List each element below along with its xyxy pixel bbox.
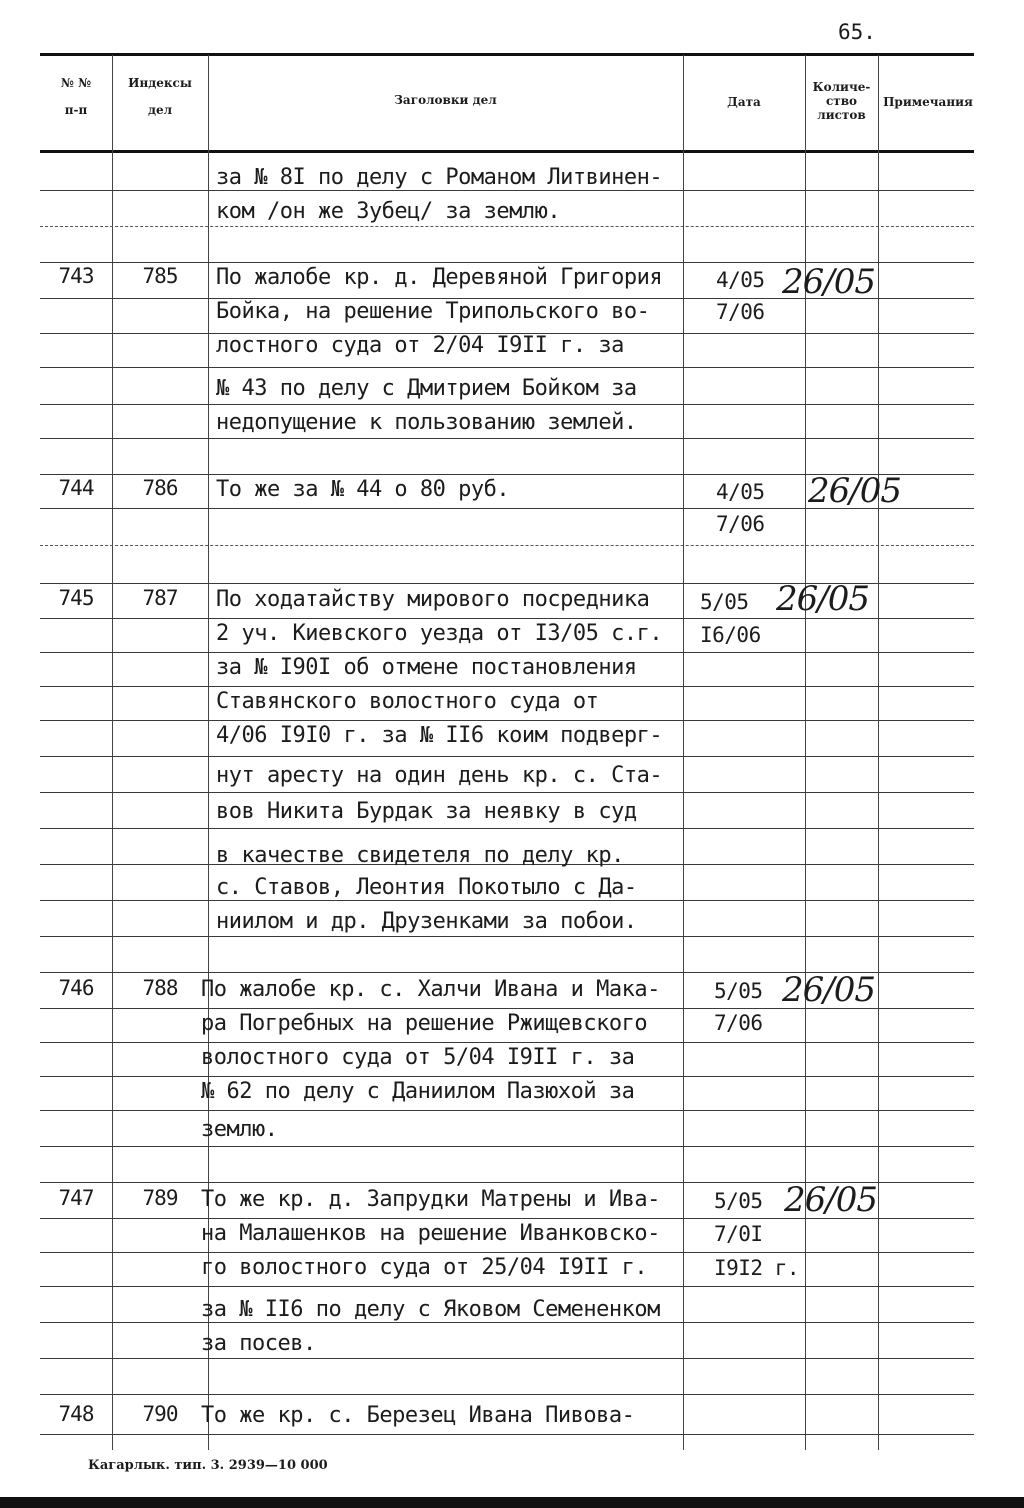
- header-title: Заголовки дел: [394, 93, 497, 107]
- entry-date: I9I2 г.: [714, 1256, 800, 1280]
- entry-index: 789: [142, 1186, 178, 1210]
- row-separator: [40, 1394, 974, 1395]
- entry-date: 7/06: [716, 512, 765, 536]
- header-sheets: [805, 80, 878, 122]
- entry-number: 743: [58, 264, 94, 288]
- title-line: По ходатайству мирового посредника: [216, 587, 650, 612]
- entry-index: 787: [142, 586, 178, 610]
- entry-number: 744: [58, 476, 94, 500]
- title-line: нут аресту на один день кр. с. Ста-: [216, 763, 663, 788]
- sheet-count-handwritten: 26/05: [776, 579, 869, 619]
- rule-line: [40, 1076, 974, 1077]
- entry-index: 790: [142, 1402, 178, 1426]
- header-num: [40, 76, 112, 118]
- rule-line: [40, 1146, 974, 1147]
- rule-line: [40, 1322, 974, 1323]
- title-line: То же кр. с. Березец Ивана Пивова-: [201, 1403, 635, 1428]
- sheet-count-handwritten: 26/05: [782, 262, 875, 302]
- scan-border: [0, 1497, 1024, 1508]
- title-line: Бойка, на решение Трипольского во-: [216, 299, 650, 324]
- title-line: с. Ставов, Леонтия Покотыло с Да-: [216, 875, 637, 900]
- header-sheets-line2: ство: [825, 94, 858, 108]
- entry-date: 7/06: [716, 300, 765, 324]
- entry-date: 4/05: [716, 480, 765, 504]
- entry-index: 786: [142, 476, 178, 500]
- title-line: № 43 по делу с Дмитрием Бойком за: [216, 376, 637, 401]
- entry-date: 5/05: [700, 590, 749, 614]
- sheet-count-handwritten: 26/05: [784, 1180, 877, 1220]
- title-line: По жалобе кр. д. Деревяной Григория: [216, 265, 663, 290]
- title-line: ра Погребных на решение Ржищевского: [201, 1011, 648, 1036]
- title-line: за № 8I по делу с Романом Литвинен-: [216, 165, 663, 190]
- title-line: го волостного суда от 25/04 I9II г.: [201, 1255, 648, 1280]
- rule-line: [40, 1286, 974, 1287]
- rule-line: [40, 404, 974, 405]
- table-top-rule: [40, 53, 974, 56]
- title-line: По жалобе кр. с. Халчи Ивана и Мака-: [201, 977, 660, 1002]
- rule-line: [40, 720, 974, 721]
- title-line: за посев.: [201, 1331, 316, 1356]
- entry-date: 5/05: [714, 979, 763, 1003]
- entry-number: 748: [58, 1402, 94, 1426]
- title-line: землю.: [201, 1117, 278, 1142]
- rule-line: [40, 756, 974, 757]
- header-date: Дата: [727, 95, 761, 109]
- rule-line: [40, 936, 974, 937]
- entry-date: 7/06: [714, 1011, 763, 1035]
- rule-line: [40, 900, 974, 901]
- entry-index: 785: [142, 264, 178, 288]
- rule-line: [40, 545, 974, 546]
- page-number: 65.: [838, 20, 876, 44]
- rule-line: [40, 226, 974, 227]
- rule-line: [40, 438, 974, 439]
- header-index-line2: дел: [147, 103, 173, 117]
- title-line: 4/06 I9I0 г. за № II6 коим подверг-: [216, 723, 663, 748]
- header-sheets-line3: листов: [817, 108, 866, 122]
- title-line: ниилом и др. Друзенками за побои.: [216, 909, 637, 934]
- rule-line: [40, 792, 974, 793]
- rule-line: [40, 1110, 974, 1111]
- entry-date: 4/05: [716, 268, 765, 292]
- title-line: на Малашенков на решение Иванковско-: [201, 1221, 660, 1246]
- title-line: вов Никита Бурдак за неявку в суд: [216, 799, 637, 824]
- entry-date: I6/06: [700, 623, 761, 647]
- title-line: недопущение к пользованию землей.: [216, 410, 637, 435]
- entry-number: 745: [58, 586, 94, 610]
- rule-line: [40, 652, 974, 653]
- title-line: за № II6 по делу с Яковом Семененком: [201, 1297, 660, 1322]
- header-index: [112, 76, 208, 118]
- sheet-count-handwritten: 26/05: [782, 970, 875, 1010]
- column-divider: [878, 55, 879, 1450]
- title-line: ком /он же Зубец/ за землю.: [216, 199, 561, 224]
- rule-line: [40, 367, 974, 368]
- entry-index: 788: [142, 976, 178, 1000]
- title-line: 2 уч. Киевского уезда от I3/05 с.г.: [216, 621, 663, 646]
- header-index-line1: Индексы: [128, 76, 192, 90]
- title-line: То же за № 44 о 80 руб.: [216, 477, 510, 502]
- title-line: Ставянского волостного суда от: [216, 689, 599, 714]
- entry-number: 746: [58, 976, 94, 1000]
- rule-line: [40, 828, 974, 829]
- title-line: волостного суда от 5/04 I9II г. за: [201, 1045, 635, 1070]
- rule-line: [40, 1434, 974, 1435]
- entry-number: 747: [58, 1186, 94, 1210]
- column-divider: [683, 55, 684, 1450]
- rule-line: [40, 1252, 974, 1253]
- header-notes: Примечания: [883, 95, 973, 109]
- title-line: в качестве свидетеля по делу кр.: [216, 843, 624, 868]
- title-line: за № I90I об отмене постановления: [216, 655, 637, 680]
- entry-date: 7/0I: [714, 1222, 763, 1246]
- rule-line: [40, 1358, 974, 1359]
- rule-line: [40, 686, 974, 687]
- entry-date: 5/05: [714, 1189, 763, 1213]
- header-num-line2: п-п: [64, 103, 88, 117]
- header-sheets-line1: Количе-: [812, 80, 871, 94]
- sheet-count-handwritten: 26/05: [808, 471, 901, 511]
- rule-line: [40, 190, 974, 191]
- title-line: лостного суда от 2/04 I9II г. за: [216, 333, 624, 358]
- rule-line: [40, 1042, 974, 1043]
- header-num-line1: № №: [60, 76, 92, 90]
- header-bottom-rule: [40, 150, 974, 153]
- printer-imprint: Кагарлык. тип. 3. 2939—10 000: [88, 1458, 328, 1473]
- title-line: № 62 по делу с Даниилом Пазюхой за: [201, 1079, 635, 1104]
- title-line: То же кр. д. Запрудки Матрены и Ива-: [201, 1187, 660, 1212]
